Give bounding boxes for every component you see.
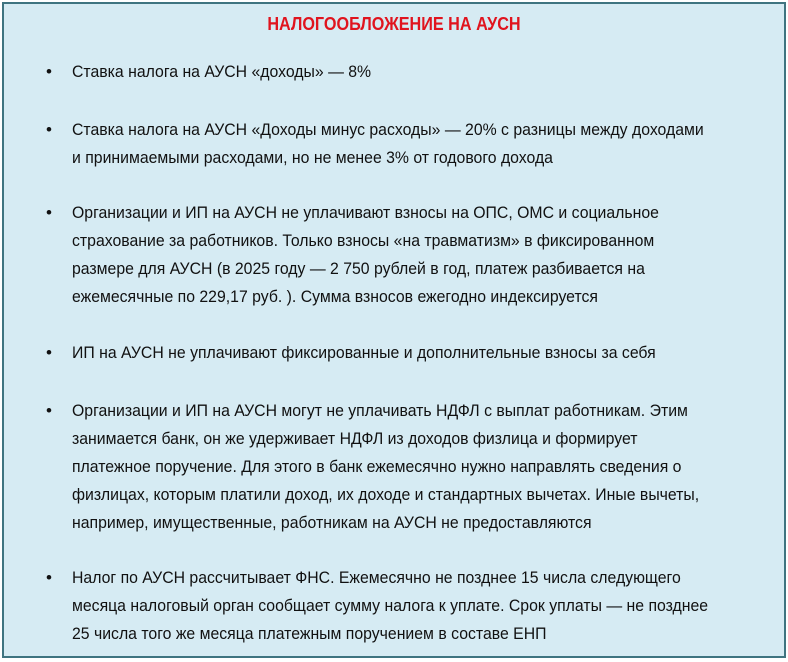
- text-line: платежное поручение. Для этого в банк ежемесячно нужно направлять сведения о: [72, 457, 682, 476]
- text-line: Ставка налога на АУСН «доходы» — 8%: [72, 62, 372, 81]
- info-card: [2, 2, 786, 658]
- bullet-icon: •: [46, 568, 52, 587]
- text-line: Организации и ИП на АУСН могут не уплачивать НДФЛ с выплат работникам. Этим: [72, 401, 688, 420]
- text-line: Ставка налога на АУСН «Доходы минус расходы» — 20% с разницы между доходами: [72, 120, 704, 139]
- list-item-text: [72, 339, 779, 367]
- bullet-icon: •: [46, 203, 52, 222]
- bullet-icon: •: [46, 120, 52, 139]
- text-line: занимается банк, он же удерживает НДФЛ из доходов физлица и формирует: [72, 429, 638, 448]
- text-line: ежемесячные по 229,17 руб. ). Сумма взносов ежегодно индексируется: [72, 287, 598, 306]
- text-line: Организации и ИП на АУСН не уплачивают взносы на ОПС, ОМС и социальное: [72, 203, 659, 222]
- text-line: физлицах, которым платили доход, их доходе и стандартных вычетах. Иные вычеты,: [72, 485, 700, 504]
- bullet-icon: •: [46, 62, 52, 81]
- text-line: страхование за работников. Только взносы «на травматизм» в фиксированном: [72, 231, 655, 250]
- bullet-icon: •: [46, 401, 52, 420]
- list-item-text: [72, 116, 779, 172]
- list-item-text: [72, 199, 779, 311]
- bullet-icon: •: [46, 343, 52, 362]
- text-line: и принимаемыми расходами, но не менее 3% от годового дохода: [72, 148, 553, 167]
- text-line: ИП на АУСН не уплачивают фиксированные и дополнительные взносы за себя: [72, 343, 656, 362]
- text-line: размере для АУСН (в 2025 году — 2 750 рублей в год, платеж разбивается на: [72, 259, 645, 278]
- text-line: месяца налоговый орган сообщает сумму налога к уплате. Срок уплаты — не позднее: [72, 596, 709, 615]
- text-line: 25 числа того же месяца платежным поручением в составе ЕНП: [72, 624, 547, 643]
- text-line: Налог по АУСН рассчитывает ФНС. Ежемесячно не позднее 15 числа следующего: [72, 568, 681, 587]
- card-title: НАЛОГООБЛОЖЕНИЕ НА АУСН: [267, 14, 521, 34]
- list-item-text: [72, 58, 779, 86]
- list-item-text: [72, 397, 779, 537]
- text-line: например, имущественные, работникам на АУСН не предоставляются: [72, 513, 592, 532]
- list-item-text: [72, 564, 779, 648]
